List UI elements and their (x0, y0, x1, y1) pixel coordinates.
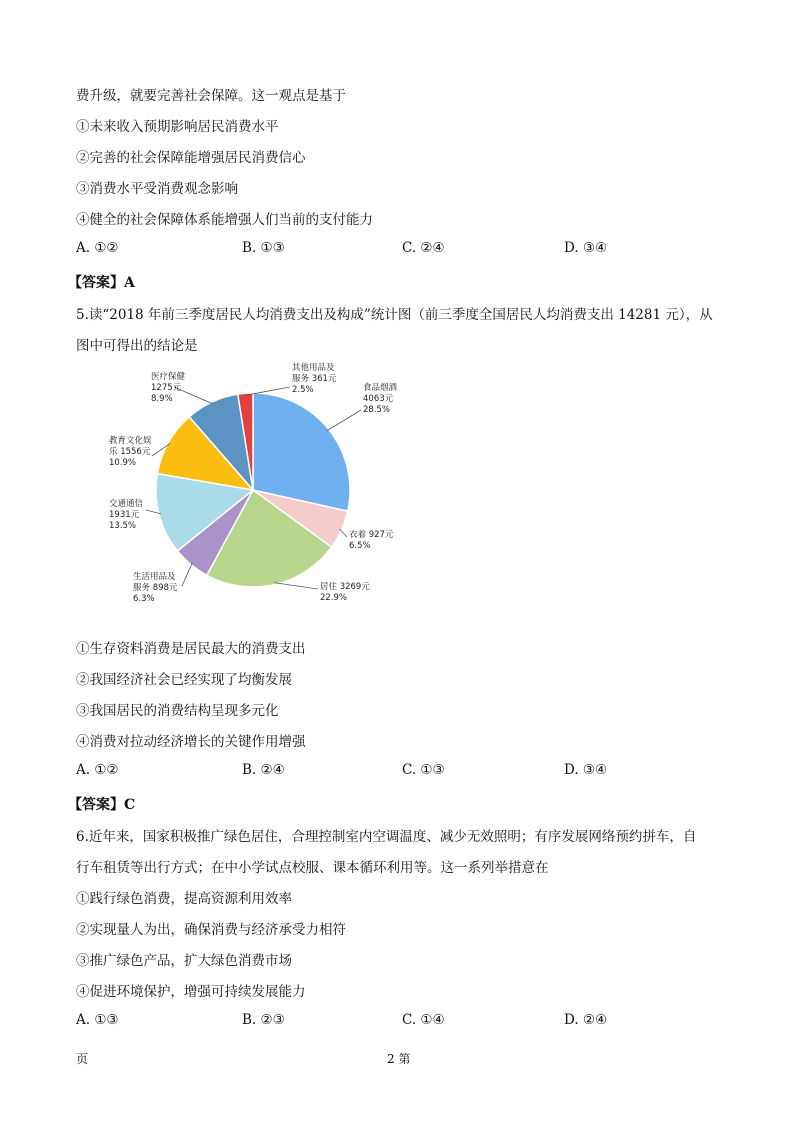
slice-label (109, 435, 152, 468)
q4-option-d[interactable]: D. ③④ (564, 240, 608, 256)
slice-label (320, 581, 370, 603)
slice-label (109, 498, 144, 531)
q5-item-2: ②我国经济社会已经实现了均衡发展 (76, 672, 292, 688)
q4-stem: 费升级，就要完善社会保障。这一观点是基于 (76, 88, 346, 104)
q5-answer: 【答案】C (68, 797, 136, 813)
slice-label-line: 1931元 (109, 510, 140, 520)
q6-option-d[interactable]: D. ②④ (564, 1012, 608, 1028)
slice-label-line: 医疗保健 (151, 372, 186, 382)
pie-chart (76, 360, 426, 625)
q5-item-1: ①生存资料消费是居民最大的消费支出 (76, 641, 306, 657)
slice-label-line: 居住 3269元 (320, 582, 370, 592)
q5-option-d[interactable]: D. ③④ (564, 762, 608, 778)
leader-line (274, 583, 318, 589)
q6-item-1: ①践行绿色消费，提高资源利用效率 (76, 891, 292, 907)
q6-option-a[interactable]: A. ①③ (76, 1012, 119, 1028)
q6-item-4: ④促进环境保护，增强可持续发展能力 (76, 984, 306, 1000)
q6-option-c[interactable]: C. ①④ (402, 1012, 445, 1028)
q5-item-4: ④消费对拉动经济增长的关键作用增强 (76, 734, 306, 750)
slice-label-line: 1275元 (151, 383, 182, 393)
q6-item-2: ②实现量人为出，确保消费与经济承受力相符 (76, 922, 346, 938)
footer-page-suffix: 页 (76, 1052, 89, 1066)
q4-answer: 【答案】A (68, 275, 135, 291)
slice-label-line: 8.9% (151, 394, 173, 404)
leader-line (182, 563, 192, 586)
q4-option-a[interactable]: A. ①② (76, 240, 119, 256)
slice-label-line: 6.5% (349, 541, 371, 551)
slice-label-line: 乐 1556元 (109, 447, 151, 457)
q5-stem-line-1: 5.读“2018 年前三季度居民人均消费支出及构成”统计图（前三季度全国居民人均消费支出 14281 元），从 (76, 307, 713, 323)
q4-item-1: ①未来收入预期影响居民消费水平 (76, 119, 279, 135)
slice-label-line: 衣着 927元 (349, 530, 394, 540)
slice-label-line: 13.5% (109, 521, 137, 531)
q5-item-3: ③我国居民的消费结构呈现多元化 (76, 703, 279, 719)
q6-stem-line-2: 行车租赁等出行方式；在中小学试点校服、课本循环利用等。这一系列举措意在 (76, 860, 549, 876)
leader-line (327, 410, 361, 431)
slice-label (133, 571, 178, 604)
slice-label-line: 服务 898元 (133, 583, 178, 593)
slice-label-line: 28.5% (363, 405, 391, 415)
q4-item-4: ④健全的社会保障体系能增强人们当前的支付能力 (76, 212, 373, 228)
slice-label-line: 生活用品及 (133, 572, 176, 582)
slice-label-line: 22.9% (320, 593, 348, 603)
q5-option-b[interactable]: B. ②④ (242, 762, 285, 778)
slice-label (151, 371, 186, 404)
footer-page-number: 2 第 (387, 1052, 411, 1066)
slice-label (349, 529, 394, 551)
slice-label-line: 6.3% (133, 594, 155, 604)
q4-item-3: ③消费水平受消费观念影响 (76, 181, 238, 197)
q4-item-2: ②完善的社会保障能增强居民消费信心 (76, 150, 306, 166)
q4-option-c[interactable]: C. ②④ (402, 240, 445, 256)
q6-stem-line-1: 6.近年来，国家积极推广绿色居住，合理控制室内空调温度、减少无效照明；有序发展网络预约拼车，自 (76, 829, 697, 845)
slice-label (292, 362, 337, 395)
q6-option-b[interactable]: B. ②③ (242, 1012, 285, 1028)
slice-label-line: 食品烟酒 (363, 383, 398, 393)
q5-option-c[interactable]: C. ①③ (402, 762, 445, 778)
slice-label-line: 4063元 (363, 394, 394, 404)
q6-item-3: ③推广绿色产品，扩大绿色消费市场 (76, 953, 292, 969)
slice-label-line: 交通通信 (109, 499, 144, 509)
q5-stem-line-2: 图中可得出的结论是 (76, 338, 198, 354)
q4-option-b[interactable]: B. ①③ (242, 240, 285, 256)
slice-label-line: 其他用品及 (292, 363, 335, 373)
slice-label-line: 教育文化娱 (109, 436, 152, 446)
q5-option-a[interactable]: A. ①② (76, 762, 119, 778)
slice-label (363, 382, 398, 415)
slice-label-line: 服务 361元 (292, 374, 337, 384)
slice-label-line: 2.5% (292, 385, 314, 395)
slice-label-line: 10.9% (109, 458, 137, 468)
